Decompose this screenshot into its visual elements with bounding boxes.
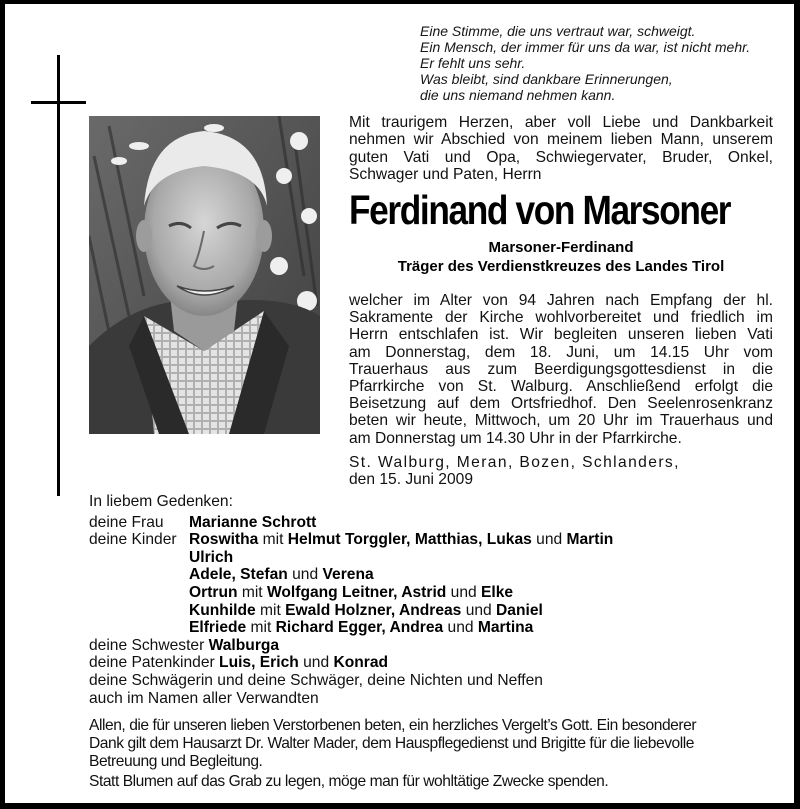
dateline-date: den 15. Juni 2009 (349, 471, 473, 489)
children-line (189, 602, 543, 620)
child-name: Elfriede (189, 619, 247, 637)
conjunction: und (443, 619, 478, 637)
child-name: Adele, Stefan (189, 566, 288, 584)
intro-line: Mit traurigem Herzen, aber voll Liebe und Dankbarkeit (349, 114, 773, 131)
cross-icon-vertical-bar (57, 55, 60, 496)
body-line: Sakramente der Kirche wohlvorbereitet und friedlich im (349, 309, 773, 327)
closing-section (89, 717, 789, 791)
quote-line: Eine Stimme, die uns vertraut war, schweigt. (420, 23, 696, 39)
child-name: Ulrich (189, 548, 234, 566)
indent-spacer (89, 602, 189, 620)
conjunction: mit (246, 619, 276, 637)
body-line: am Donnerstag, dem 18. Juni, um 14.15 Uhr vom (349, 343, 773, 361)
mourner-name: Walburga (208, 636, 280, 654)
mourner-name: Konrad (333, 654, 389, 672)
family-names: Richard Egger, Andrea (275, 619, 444, 637)
cross-icon-horizontal-bar (31, 101, 86, 104)
mourner-row-children (89, 531, 789, 549)
indent-spacer (89, 584, 189, 602)
mourner-row-godchildren (89, 654, 789, 672)
deceased-honor: Träger des Verdienstkreuzes des Landes Tirol (397, 258, 725, 275)
mourners-list (89, 493, 789, 707)
children-line (189, 584, 513, 602)
donation-note: Statt Blumen auf das Grab zu legen, möge man für wohltätige Zwecke spenden. (89, 773, 609, 791)
thanks-paragraph (89, 717, 789, 770)
conjunction: mit (237, 583, 267, 601)
body-line: welcher im Alter von 94 Jahren nach Empfang der hl. (349, 292, 773, 309)
quote-line: die uns niemand nehmen kann. (420, 87, 616, 103)
children-line (189, 531, 613, 549)
deceased-name: Ferdinand von Marsoner (349, 187, 731, 233)
mourner-row-children-cont (89, 619, 789, 637)
mourner-label: deine Patenkinder (89, 654, 220, 672)
indent-spacer (89, 566, 189, 584)
quote-line: Ein Mensch, der immer für uns da war, ist nicht mehr. (420, 39, 751, 55)
intro-line: guten Vati und Opa, Schwiegervater, Bruder, Onkel, (349, 148, 773, 166)
mourner-row-children-cont (89, 549, 789, 567)
family-names: Martina (477, 619, 534, 637)
mourner-label: deine Schwester (89, 636, 209, 654)
mourner-row-wife (89, 514, 789, 532)
children-line (189, 619, 533, 637)
child-name: Kunhilde (189, 601, 256, 619)
family-names: Daniel (496, 601, 543, 619)
quote-line: Was bleibt, sind dankbare Erinnerungen, (420, 71, 673, 87)
thanks-line: Dank gilt dem Hausarzt Dr. Walter Mader, dem Hauspflegedienst und Brigitte für die liebevolle (89, 734, 695, 752)
child-name: Roswitha (189, 531, 259, 549)
family-names: Ewald Holzner, Andreas (285, 601, 462, 619)
dateline (349, 454, 773, 488)
mourner-name: Luis, Erich (219, 654, 299, 672)
conjunction: und (461, 601, 497, 619)
child-name: Verena (322, 566, 374, 584)
conjunction: und (287, 566, 323, 584)
body-line: am Donnerstag um 14.30 Uhr in der Pfarrkirche. (349, 429, 682, 447)
mourner-row-sister (89, 637, 789, 655)
indent-spacer (89, 619, 189, 637)
children-line (189, 566, 374, 584)
conjunction: und (446, 583, 481, 601)
intro-line: nehmen wir Abschied von meinem lieben Mann, unserem (349, 131, 773, 149)
dateline-places: St. Walburg, Meran, Bozen, Schlanders, (349, 454, 680, 471)
body-line: Pfarrkirche von St. Walburg. Anschließend erfolgt die (349, 378, 773, 396)
mourner-name: Marianne Schrott (189, 513, 317, 531)
mourners-heading: In liebem Gedenken: (89, 493, 233, 510)
body-line: Herrn entschlafen ist. Wir begleiten unseren lieben Vati (349, 326, 773, 344)
portrait-photo (89, 116, 320, 434)
mourner-row-children-cont (89, 602, 789, 620)
child-name: Ortrun (189, 583, 238, 601)
conjunction: mit (258, 531, 288, 549)
deceased-subtitle (349, 238, 773, 276)
intro-line: Schwager und Paten, Herrn (349, 166, 542, 184)
family-names: Martin (566, 531, 614, 549)
memorial-quote (420, 23, 800, 103)
indent-spacer (89, 549, 189, 567)
mourner-row-inlaws: deine Schwägerin und deine Schwäger, deine Nichten und Neffen (89, 671, 543, 689)
intro-paragraph (349, 114, 773, 184)
family-names: Wolfgang Leitner, Astrid (266, 583, 447, 601)
mourner-row-children-cont (89, 566, 789, 584)
announcement-paragraph (349, 292, 773, 447)
body-line: Trauerhaus aus zum Beerdigungsgottesdienst in die (349, 360, 773, 378)
family-names: Helmut Torggler, Matthias, Lukas (287, 531, 532, 549)
conjunction: und (298, 654, 334, 672)
mourner-row-children-cont (89, 584, 789, 602)
deceased-nickname: Marsoner-Ferdinand (488, 239, 634, 256)
conjunction: mit (255, 601, 286, 619)
body-line: Beisetzung auf dem Ortsfriedhof. Den Seelenrosenkranz (349, 395, 773, 413)
thanks-line: Allen, die für unseren lieben Verstorbenen beten, ein herzliches Vergelt’s Gott. Ein besonderer (89, 717, 697, 734)
body-line: beten wir heute, Mittwoch, um 20 Uhr im Trauerhaus und (349, 412, 773, 430)
family-names: Elke (481, 583, 514, 601)
mourner-label: deine Kinder (89, 531, 177, 549)
thanks-line: Betreuung und Begleitung. (89, 752, 263, 770)
conjunction: und (531, 531, 567, 549)
children-line (189, 549, 233, 567)
mourner-label: deine Frau (89, 513, 164, 531)
mourner-row-relatives: auch im Namen aller Verwandten (89, 689, 319, 707)
quote-line: Er fehlt uns sehr. (420, 55, 526, 71)
